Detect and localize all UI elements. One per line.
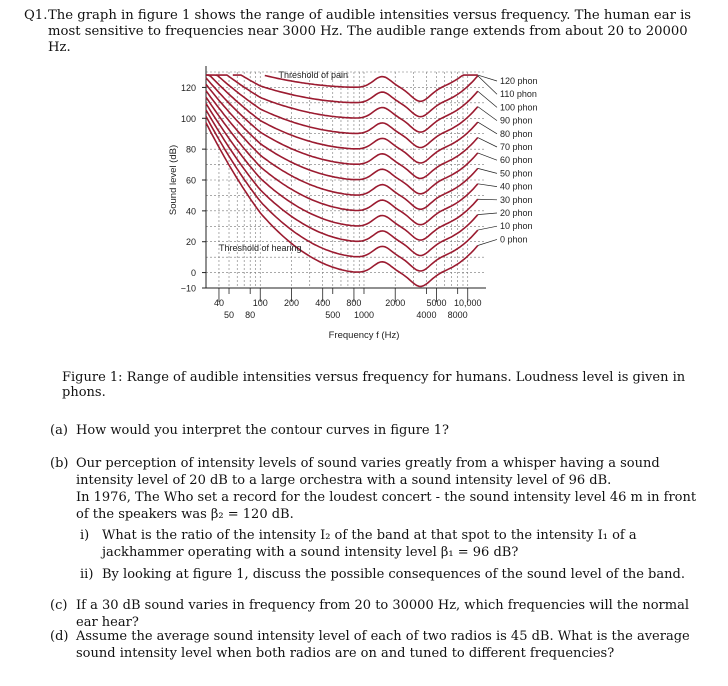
contour-leader: [478, 75, 497, 81]
subpart-i: [80, 528, 696, 561]
contour-label-30-phon: 30 phon: [500, 194, 533, 205]
y-tick-label: 100: [180, 113, 196, 124]
contour-label-80-phon: 80 phon: [500, 128, 533, 139]
contour-leader: [478, 122, 497, 134]
part-a-label: (a): [50, 423, 68, 438]
contour-leader: [478, 107, 497, 121]
annotation-threshold-of-pain: Threshold of pain: [278, 70, 349, 81]
contour-label-90-phon: 90 phon: [500, 115, 533, 126]
part-c-label: (c): [50, 598, 68, 613]
subpart-i-text: What is the ratio of the intensity I₂ of the band at that spot to the intensity I₁ of a jackhammer operating with a sound intensity level β₁ = 96 dB?: [102, 528, 637, 560]
contour-leader: [478, 199, 497, 200]
x-tick-label: 50: [224, 310, 235, 320]
contour-leader: [478, 213, 497, 215]
contour-label-0-phon: 0 phon: [500, 234, 528, 245]
part-a-text: How would you interpret the contour curves in figure 1?: [76, 423, 449, 438]
part-d-text: Assume the average sound intensity level of each of two radios is 45 dB. What is the average sound intensity level when both radios are on and tuned to different frequencies?: [76, 629, 690, 661]
x-tick-label: 40: [213, 298, 224, 308]
contour-leader: [478, 153, 497, 160]
part-b-text-2: In 1976, The Who set a record for the loudest concert - the sound intensity level 46 m in front of the speakers was β₂ = 120 dB.: [76, 490, 697, 522]
part-b-label: (b): [50, 456, 69, 471]
part-b-text: Our perception of intensity levels of sound varies greatly from a whisper having a sound intensity level of 20 dB to a large orchestra with a sound intensity level of 96 dB.: [76, 456, 660, 488]
contour-label-10-phon: 10 phon: [500, 221, 533, 232]
part-c: [50, 598, 698, 631]
y-tick-label: −10: [180, 283, 196, 294]
x-tick-label: 2000: [385, 298, 406, 308]
contour-leader: [478, 184, 497, 187]
contour-label-40-phon: 40 phon: [500, 181, 533, 192]
y-tick-label: 60: [185, 175, 196, 186]
x-tick-label: 400: [315, 298, 331, 308]
subpart-ii: [80, 567, 696, 584]
subpart-i-label: i): [80, 528, 90, 543]
contour-label-20-phon: 20 phon: [500, 208, 533, 218]
contour-leader: [478, 76, 497, 94]
equal-loudness-chart: [0, 62, 728, 362]
annotation-threshold-of-hearing: Threshold of hearing: [218, 242, 302, 253]
x-tick-label: 500: [325, 310, 341, 320]
x-tick-label: 4000: [416, 310, 437, 320]
contour-90-phon: [206, 75, 478, 148]
part-b: [50, 456, 698, 489]
contour-leader: [478, 91, 497, 107]
question-text: The graph in figure 1 shows the range of audible intensities versus frequency. The human ear is most sensitive to frequencies near 3000 Hz. The audible range extends from about 20 to 20000 Hz.: [48, 8, 692, 55]
x-tick-label: 8000: [447, 310, 468, 320]
x-tick-label: 80: [245, 310, 256, 320]
y-axis-label: Sound level (dB): [168, 144, 179, 216]
contour-leader: [478, 226, 497, 230]
y-tick-label: 20: [185, 237, 196, 248]
contour-label-50-phon: 50 phon: [500, 168, 533, 179]
contour-label-70-phon: 70 phon: [500, 142, 533, 152]
x-tick-label: 800: [346, 298, 362, 308]
contour-label-110-phon: 110 phon: [500, 89, 537, 100]
contour-label-60-phon: 60 phon: [500, 155, 533, 166]
contour-leader: [478, 138, 497, 147]
part-b-continued: [50, 490, 698, 523]
y-tick-label: 120: [180, 82, 196, 93]
part-d-label: (d): [50, 629, 69, 644]
chart-curves: [206, 75, 497, 286]
contour-label-120-phon: 120 phon: [500, 76, 538, 86]
y-tick-label: 40: [185, 206, 196, 217]
x-axis-label: Frequency f (Hz): [328, 330, 400, 341]
x-tick-label: 5000: [426, 298, 447, 308]
chart-labels: [168, 70, 538, 341]
contour-50-phon: [206, 91, 478, 210]
x-tick-label: 100: [252, 298, 268, 308]
question-number: Q1.: [24, 8, 48, 23]
y-tick-label: 80: [185, 144, 196, 155]
contour-leader: [478, 239, 497, 245]
contour-label-100-phon: 100 phon: [500, 102, 538, 113]
x-tick-label: 200: [283, 298, 299, 308]
y-tick-label: 0: [190, 268, 196, 279]
subpart-ii-label: ii): [80, 567, 94, 582]
question-intro: [24, 8, 704, 56]
part-a: [50, 423, 698, 440]
x-tick-label: 1000: [353, 310, 375, 320]
contour-leader: [478, 168, 497, 173]
part-d: [50, 629, 698, 662]
figure-caption: Figure 1: Range of audible intensities versus frequency for humans. Loudness level is given in phons.: [62, 370, 686, 400]
x-tick-label: 10,000: [453, 298, 482, 308]
contour-60-phon: [206, 84, 478, 194]
part-c-text: If a 30 dB sound varies in frequency from 20 to 30000 Hz, which frequencies will the normal ear hear?: [76, 598, 689, 630]
contour-110-phon: [233, 75, 478, 117]
subpart-ii-text: By looking at figure 1, discuss the possible consequences of the sound level of the band.: [102, 567, 685, 582]
